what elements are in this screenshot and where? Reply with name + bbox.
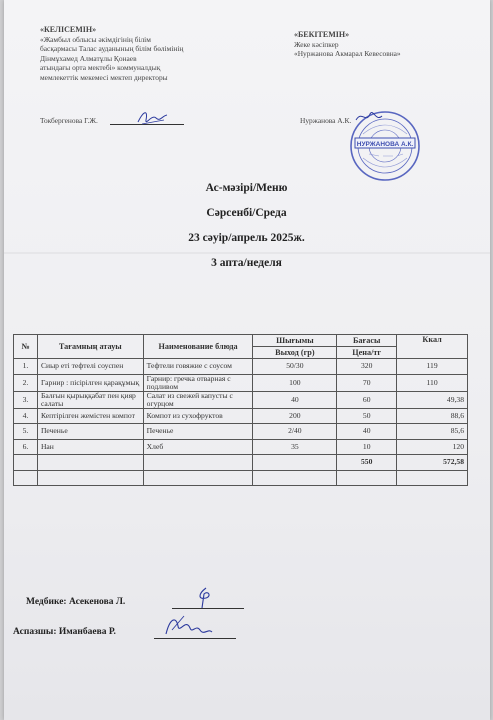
cell-empty (143, 470, 253, 486)
title-menu: Ас-мәзірі/Меню (205, 182, 288, 194)
cell-num: 5. (14, 424, 38, 440)
title-date: 23 сәуір/апрель 2025ж. (188, 232, 305, 244)
cell-name-kz: Балғын қырыққабат пен қияр салаты (37, 391, 143, 408)
cell-empty (397, 470, 468, 486)
cell-yield: 100 (253, 374, 337, 391)
table-row (14, 424, 468, 440)
table-row (14, 359, 468, 375)
cell-name-kz: Гарнир : пісірілген қарақұмық (37, 374, 143, 391)
cell-yield: 35 (253, 439, 337, 455)
director-signature (134, 106, 170, 128)
cell-price: 10 (337, 439, 397, 455)
header-kcal: Ккал (397, 335, 468, 359)
cell-name-ru: Хлеб (143, 439, 253, 455)
table-header-row (14, 335, 468, 347)
cook-signature (162, 612, 214, 640)
cell-kcal: 119 (397, 359, 468, 375)
approval-right-line: «Нуржанова Акмарал Кевесовна» (294, 49, 401, 59)
cell-empty (143, 455, 253, 471)
header-num: № (14, 335, 38, 359)
nurse-signature (192, 586, 218, 612)
title-week: 3 апта/неделя (211, 257, 282, 269)
cell-name-kz: Сиыр еті тефтелі соуспен (37, 359, 143, 375)
entrepreneur-signature (354, 108, 384, 126)
cell-num: 6. (14, 439, 38, 455)
cell-price: 50 (337, 408, 397, 424)
header-yield-sub: Выход (гр) (253, 347, 337, 359)
cell-price: 60 (337, 391, 397, 408)
cell-name-kz: Нан (37, 439, 143, 455)
table-blank-row (14, 470, 468, 486)
approval-left-heading: «КЕЛІСЕМІН» (40, 25, 97, 34)
table-row (14, 439, 468, 455)
approval-right-heading: «БЕКІТЕМІН» (294, 30, 350, 39)
table-row (14, 391, 468, 408)
cell-empty (253, 455, 337, 471)
cell-name-ru: Печенье (143, 424, 253, 440)
cell-empty (37, 470, 143, 486)
menu-table (13, 334, 468, 486)
total-price: 550 (337, 455, 397, 471)
approval-left-signer: Токбергенова Г.Ж. (40, 116, 98, 125)
paper-fold (4, 252, 490, 254)
approval-right-line: Жеке кәсіпкер (294, 39, 339, 49)
approval-left-line: мемлекеттік мекемесі мектеп директоры (40, 72, 168, 82)
cell-kcal: 110 (397, 374, 468, 391)
table-row (14, 374, 468, 391)
stamp-text: НУРЖАНОВА А.К. (356, 141, 414, 148)
cook-signature-label: Аспазшы: Иманбаева Р. (13, 627, 116, 637)
cell-name-ru: Гарнир: гречка отварная с подливом (143, 374, 253, 391)
header-price: Бағасы (337, 335, 397, 347)
cell-kcal: 49,38 (397, 391, 468, 408)
nurse-signature-label: Медбике: Асекенова Л. (26, 597, 126, 607)
header-name-ru: Наименование блюда (143, 335, 253, 359)
cell-yield: 200 (253, 408, 337, 424)
cell-num: 1. (14, 359, 38, 375)
cell-kcal: 88,6 (397, 408, 468, 424)
cell-num: 4. (14, 408, 38, 424)
cell-empty (337, 470, 397, 486)
approval-left-line: «Жамбыл облысы әкімдігінің білім (40, 34, 151, 44)
cell-empty (253, 470, 337, 486)
table-totals-row (14, 455, 468, 471)
header-yield: Шығымы (253, 335, 337, 347)
cell-name-ru: Тефтели говяжие с соусом (143, 359, 253, 375)
cell-name-ru: Салат из свежей капусты с огурцом (143, 391, 253, 408)
approval-left-line: басқармасы Талас ауданының білім бөлімінің (40, 44, 184, 54)
cell-yield: 50/30 (253, 359, 337, 375)
title-day: Сәрсенбі/Среда (206, 207, 287, 219)
cell-yield: 2/40 (253, 424, 337, 440)
cell-empty (14, 455, 38, 471)
cell-price: 40 (337, 424, 397, 440)
cell-num: 2. (14, 374, 38, 391)
approval-left-line: атындағы орта мектебі» коммуналдық (40, 63, 161, 73)
table-row (14, 408, 468, 424)
approval-left-line: Дінмұхамед Алматұлы Қонаев (40, 53, 137, 63)
cell-empty (37, 455, 143, 471)
cell-kcal: 120 (397, 439, 468, 455)
cell-price: 70 (337, 374, 397, 391)
document-page (4, 0, 490, 720)
header-price-sub: Цена/тг (337, 347, 397, 359)
header-name-kz: Тағамның атауы (37, 335, 143, 359)
approval-left (40, 25, 270, 83)
cell-num: 3. (14, 391, 38, 408)
approval-right (294, 30, 464, 59)
cell-yield: 40 (253, 391, 337, 408)
approval-right-signer: Нуржанова А.К. (300, 116, 352, 125)
cell-empty (14, 470, 38, 486)
cell-name-kz: Кептірілген жемістен компот (37, 408, 143, 424)
total-kcal: 572,58 (397, 455, 468, 471)
cell-kcal: 85,6 (397, 424, 468, 440)
cell-price: 320 (337, 359, 397, 375)
cell-name-kz: Печенье (37, 424, 143, 440)
cell-name-ru: Компот из сухофруктов (143, 408, 253, 424)
